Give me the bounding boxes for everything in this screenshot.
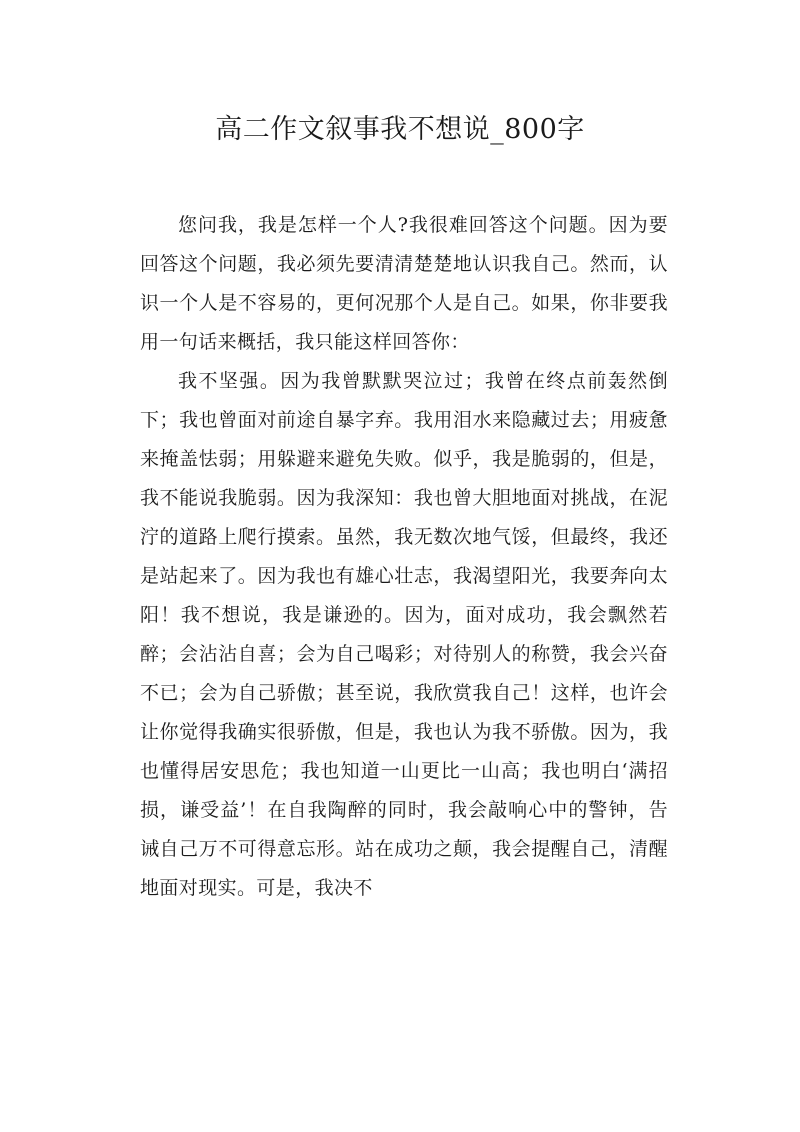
paragraph-intro: 您问我，我是怎样一个人?我很难回答这个问题。因为要回答这个问题，我必须先要清清楚楚地认识我自己。然而，认识一个人是不容易的，更何况那个人是自己。如果，你非要我用一句话来概括，我只能这样回答你：	[140, 214, 668, 353]
document-body	[140, 206, 668, 908]
document-title: 高二作文叙事我不想说_800字	[215, 114, 585, 145]
paragraph-main: 我不坚强。因为我曾默默哭泣过；我曾在终点前轰然倒下；我也曾面对前途自暴字弃。我用泪水来隐藏过去；用疲惫来掩盖怯弱；用躲避来避免失败。似乎，我是脆弱的，但是，我不能说我脆弱。因为我深知：我也曾大胆地面对挑战，在泥泞的道路上爬行摸索。虽然，我无数次地气馁，但最终，我还是站起来了。因为我也有雄心壮志，我渴望阳光，我要奔向太阳！我不想说，我是谦逊的。因为，面对成功，我会飘然若醉；会沾沾自喜；会为自己喝彩；对待别人的称赞，我会兴奋不已；会为自己骄傲；甚至说，我欣赏我自己！这样，也许会让你觉得我确实很骄傲，但是，我也认为我不骄傲。因为，我也懂得居安思危；我也知道一山更比一山高；我也明白‘满招损，谦受益’！在自我陶醉的同时，我会敲响心中的警钟，告诫自己万不可得意忘形。站在成功之颠，我会提醒自己，清醒地面对现实。可是，我决不	[140, 370, 668, 899]
